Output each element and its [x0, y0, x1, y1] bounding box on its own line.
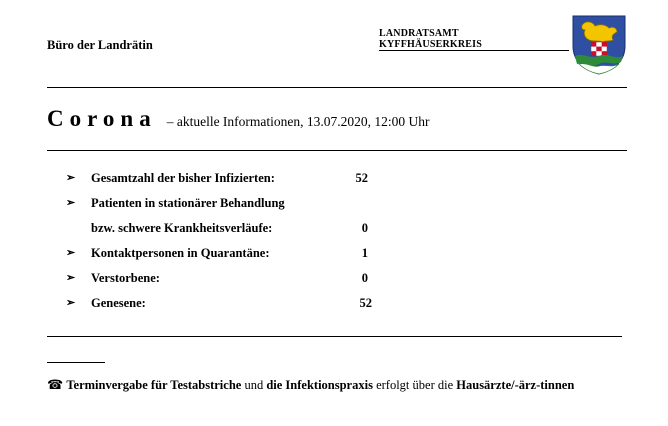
header-rule: [47, 87, 627, 88]
stat-label: Kontaktpersonen in Quarantäne:: [91, 246, 270, 260]
headline-word: Corona: [47, 106, 157, 131]
coat-of-arms-lion-icon: [569, 12, 629, 76]
stat-label: Gesamtzahl der bisher Infizierten:: [91, 171, 275, 185]
footnote-rule: [47, 362, 105, 363]
arrow-bullet-icon: ➢: [66, 247, 76, 259]
authority-line-1: LANDRATSAMT: [379, 28, 459, 39]
arrow-bullet-icon: ➢: [66, 297, 76, 309]
stat-value: 1: [361, 246, 368, 260]
arrow-bullet-icon: ➢: [66, 172, 76, 184]
authority-name: [379, 28, 482, 50]
stat-label: Genesene:: [91, 296, 146, 310]
stat-value: 52: [359, 296, 372, 310]
arrow-bullet-icon: ➢: [66, 197, 76, 209]
authority-underline: [379, 50, 569, 51]
stat-label: bzw. schwere Krankheitsverläufe:: [91, 221, 273, 235]
stat-value: 0: [361, 221, 368, 235]
authority-line-2: KYFFHÄUSERKREIS: [379, 39, 483, 50]
general-practitioners: Hausärzte/-ärz-tinnen: [456, 378, 575, 392]
stat-value: 52: [355, 171, 368, 185]
connector-text: und: [241, 378, 267, 392]
arrow-bullet-icon: ➢: [66, 272, 76, 284]
testing-note: [47, 374, 627, 397]
stat-label: Verstorbene:: [91, 271, 160, 285]
connector-text: erfolgt über die: [372, 378, 457, 392]
stats-rule: [47, 336, 622, 337]
infection-practice: die Infektionspraxis: [266, 378, 373, 392]
stat-label: Patienten in stationärer Behandlung: [91, 196, 285, 210]
stat-value: 0: [361, 271, 368, 285]
phone-icon: ☎: [47, 378, 64, 393]
headline-rule: [47, 150, 627, 151]
office-name: Büro der Landrätin: [47, 38, 153, 52]
testing-appointment: Terminvergabe für Testabstriche: [66, 378, 242, 392]
headline: [47, 106, 430, 132]
headline-subtitle: – aktuelle Informationen, 13.07.2020, 12:00 Uhr: [166, 114, 430, 129]
